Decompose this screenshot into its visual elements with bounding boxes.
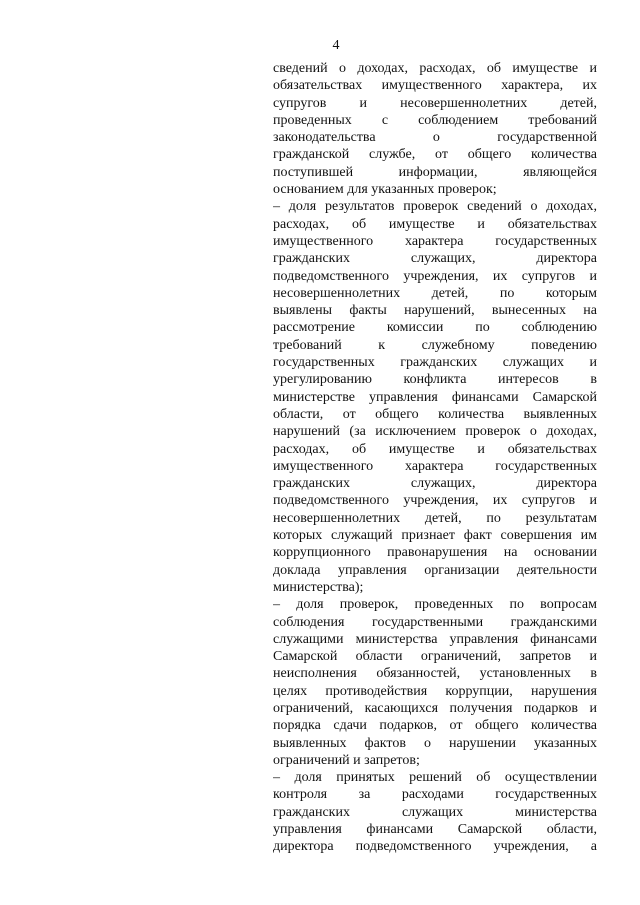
text-line: – доля результатов проверок сведений о доходах,: [273, 199, 597, 215]
text-line: выявлены факты нарушений, вынесенных на: [273, 303, 597, 319]
text-line: имущественного характера государственных: [273, 458, 597, 474]
text-line: поступившей информации, являющейся: [273, 164, 597, 180]
text-line: – доля принятых решений об осуществлении: [273, 770, 597, 786]
text-line: обязательствах имущественного характера, их: [273, 78, 597, 94]
text-line: выявленных фактов о нарушении указанных: [273, 735, 597, 751]
text-line: которых служащий признает факт совершения им: [273, 528, 597, 544]
text-line: гражданских служащих, директора: [273, 251, 597, 267]
text-line: сведений о доходах, расходах, об имуществе и: [273, 61, 597, 76]
text-line: управления финансами Самарской области,: [273, 822, 597, 838]
text-line: основанием для указанных проверок;: [273, 182, 497, 198]
text-line: ограничений и запретов;: [273, 752, 420, 768]
text-line: контроля за расходами государственных: [273, 787, 597, 803]
body-text: [273, 60, 597, 856]
text-line: порядка сдачи подарков, от общего количества: [273, 718, 597, 734]
text-line: нарушений (за исключением проверок о доходах,: [273, 424, 597, 440]
text-line: министерства);: [273, 579, 364, 595]
text-line: расходах, об имуществе и обязательствах: [273, 441, 597, 457]
text-line: государственных гражданских служащих и: [273, 355, 597, 371]
text-line: Самарской области ограничений, запретов и: [273, 649, 597, 665]
text-line: требований к служебному поведению: [273, 337, 597, 353]
text-line: доклада управления организации деятельности: [273, 562, 597, 578]
text-line: неисполнения обязанностей, установленных в: [273, 666, 597, 682]
text-line: служащими министерства управления финансами: [273, 631, 597, 647]
text-line: гражданских служащих, директора: [273, 476, 597, 492]
text-line: несовершеннолетних детей, по результатам: [273, 510, 597, 526]
text-line: соблюдения государственными гражданскими: [273, 614, 597, 630]
text-line: ограничений, касающихся получения подарков и: [273, 700, 597, 716]
text-line: урегулированию конфликта интересов в: [273, 372, 597, 388]
text-line: проведенных с соблюдением требований: [273, 112, 597, 128]
text-line: министерстве управления финансами Самарской: [273, 389, 597, 405]
text-line: расходах, об имуществе и обязательствах: [273, 216, 597, 232]
text-line: супругов и несовершеннолетних детей,: [273, 95, 597, 111]
page-number: 4: [332, 38, 340, 53]
text-line: гражданской службе, от общего количества: [273, 147, 597, 163]
text-line: – доля проверок, проведенных по вопросам: [273, 597, 597, 613]
text-line: подведомственного учреждения, их супругов и: [273, 268, 597, 284]
text-line: несовершеннолетних детей, по которым: [273, 285, 597, 301]
text-line: гражданских служащих министерства: [273, 804, 597, 820]
text-line: законодательства о государственной: [273, 130, 597, 146]
text-line: целях противодействия коррупции, нарушения: [273, 683, 597, 699]
text-line: имущественного характера государственных: [273, 233, 597, 249]
text-line: области, от общего количества выявленных: [273, 406, 597, 422]
text-line: коррупционного правонарушения на основании: [273, 545, 597, 561]
text-line: директора подведомственного учреждения, а: [273, 839, 597, 855]
text-line: рассмотрение комиссии по соблюдению: [273, 320, 597, 336]
text-line: подведомственного учреждения, их супругов и: [273, 493, 597, 509]
